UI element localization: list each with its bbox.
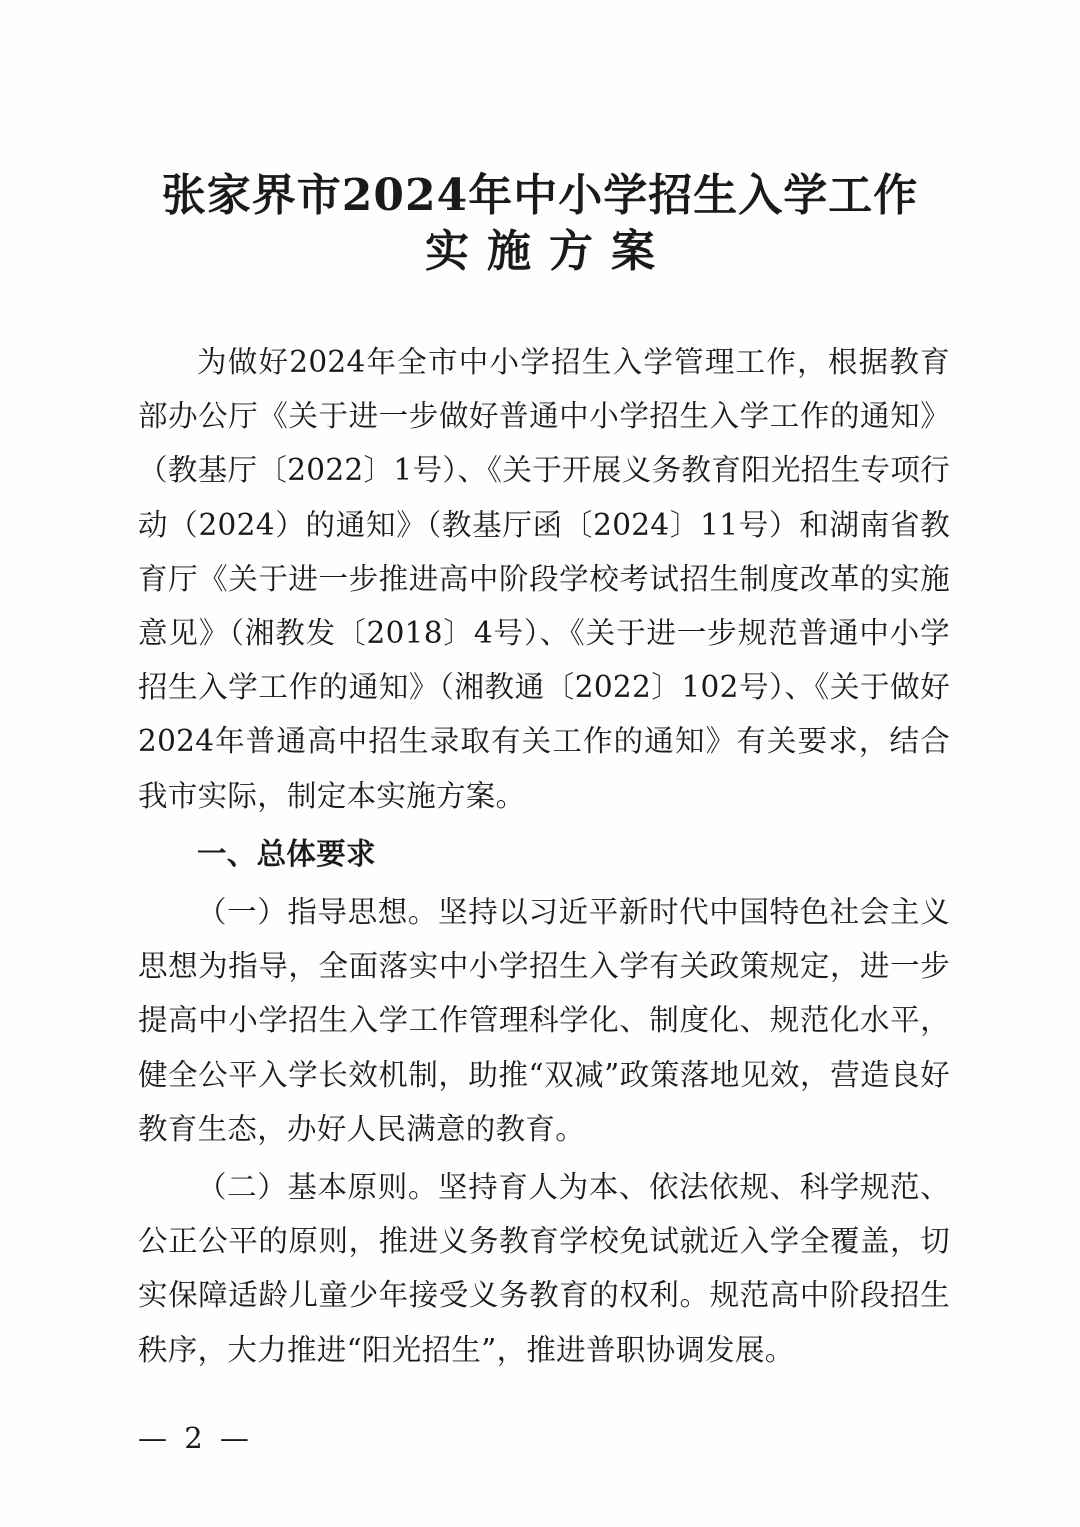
basic-principles-paragraph: （二）基本原则。坚持育人为本、依法依规、科学规范、公正公平的原则，推进义务教育学校免试就近入学全覆盖，切实保障适龄儿童少年接受义务教育的权利。规范高中阶段招生秩序，大力推进“阳光招生”，推进普职协调发展。 [138, 1170, 950, 1367]
section-heading: 一、总体要求 [197, 836, 376, 871]
guiding-ideology-paragraph: （一）指导思想。坚持以习近平新时代中国特色社会主义思想为指导，全面落实中小学招生入学有关政策规定，进一步提高中小学招生入学工作管理科学化、制度化、规范化水平，健全公平入学长效机制，助推“双减”政策落地见效，营造良好教育生态，办好人民满意的教育。 [138, 895, 950, 1146]
document-title-line2: 实施方案 [425, 226, 673, 277]
page-number: — 2 — [138, 1421, 253, 1455]
document-title-line1: 张家界市2024年中小学招生入学工作 [161, 170, 919, 221]
intro-paragraph: 为做好2024年全市中小学招生入学管理工作，根据教育部办公厅《关于进一步做好普通中小学招生入学工作的通知》（教基厅〔2022〕1号）、《关于开展义务教育阳光招生专项行动（2024）的通知》（教基厅函〔2024〕11号）和湖南省教育厅《关于进一步推进高中阶段学校考试招生制度改革的实施意见》（湘教发〔2018〕4号）、《关于进一步规范普通中小学招生入学工作的通知》（湘教通〔2022〕102号）、《关于做好2024年普通高中招生录取有关工作的通知》有关要求，结合我市实际，制定本实施方案。 [138, 345, 950, 813]
document-body [138, 335, 950, 1377]
